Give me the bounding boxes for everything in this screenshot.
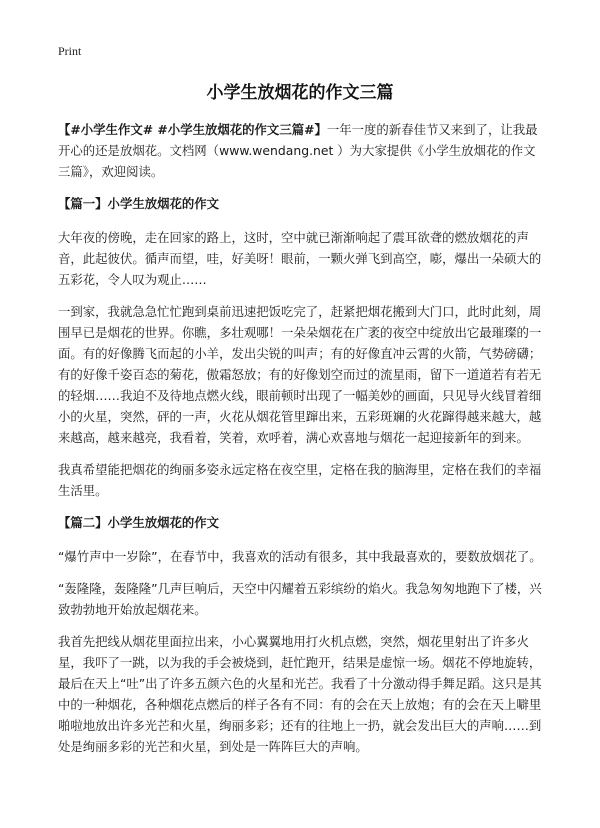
section1-paragraph-1: 大年夜的傍晚，走在回家的路上，这时，空中就已渐渐响起了震耳欲聋的燃放烟花的声音，此起彼伏。循声而望，哇，好美呀！眼前，一颗火弹飞到高空，嘭，爆出一朵硕大的五彩花，令人叹为观止…… [58,230,542,287]
section1-paragraph-2: 一到家，我就急急忙忙跑到桌前迅速把饭吃完了，赶紧把烟花搬到大门口，此时此刻，周围早已是烟花的世界。你瞧，多壮观哪！一朵朵烟花在广袤的夜空中绽放出它最璀璨的一面。有的好像腾飞而起的小羊，发出尖锐的叫声；有的好像直冲云霄的火箭，气势磅礴；有的好像千姿百态的菊花，傲霜怒放；有的好像划空而过的流星雨，留下一道道若有若无的轻烟……我迫不及待地点燃火线，眼前顿时出现了一幅美妙的画面，只见导火线冒着细小的火星，突然，砰的一声，火花从烟花管里蹿出来，五彩斑斓的火花蹿得越来越大，越来越高，越来越亮，我看着，笑着，欢呼着，满心欢喜地与烟花一起迎接新年的到来。 [58,304,542,445]
section2-paragraph-1: “爆竹声中一岁除”，在春节中，我喜欢的活动有很多，其中我最喜欢的，要数放烟花了。 [58,549,542,564]
document-title: 小学生放烟花的作文三篇 [206,83,394,103]
section2-paragraph-3: 我首先把线从烟花里面拉出来，小心翼翼地用打火机点燃，突然，烟花里射出了许多火星，我吓了一跳，以为我的手会被烧到，赶忙跑开，结果是虚惊一场。烟花不停地旋转，最后在天上“吐”出了许多五颜六色的火星和光芒。我看了十分激动得手舞足蹈。这只是其中的一种烟花，各种烟花点燃后的样子各有不同：有的会在天上放炮；有的会在天上噼里啪啦地放出许多光芒和火星，绚丽多彩；还有的往地上一扔，就会发出巨大的声响……到处是绚丽多彩的光芒和火星，到处是一阵阵巨大的声响。 [58,634,542,754]
intro-text: 一年一度的新春佳节又来到了，让我最开心的还是放烟花。文档网（www.wendang.net ）为大家提供《小学生放烟花的作文三篇》，欢迎阅读。 [58,122,538,179]
section-heading-1: 【篇一】小学生放烟花的作文 [58,196,220,211]
section2-paragraph-2: “轰隆隆，轰隆隆”几声巨响后，天空中闪耀着五彩缤纷的焰火。我急匆匆地跑下了楼，兴致勃勃地开始放起烟花来。 [58,581,542,617]
intro-tag: 【#小学生作文# #小学生放烟花的作文三篇#】 [58,122,327,137]
print-link[interactable]: Print [58,44,82,58]
section1-paragraph-3: 我真希望能把烟花的绚丽多姿永远定格在夜空里，定格在我的脑海里，定格在我们的幸福生活里。 [58,462,542,498]
intro-paragraph [58,119,542,182]
document-body [58,119,542,768]
section-heading-2: 【篇二】小学生放烟花的作文 [58,515,220,530]
